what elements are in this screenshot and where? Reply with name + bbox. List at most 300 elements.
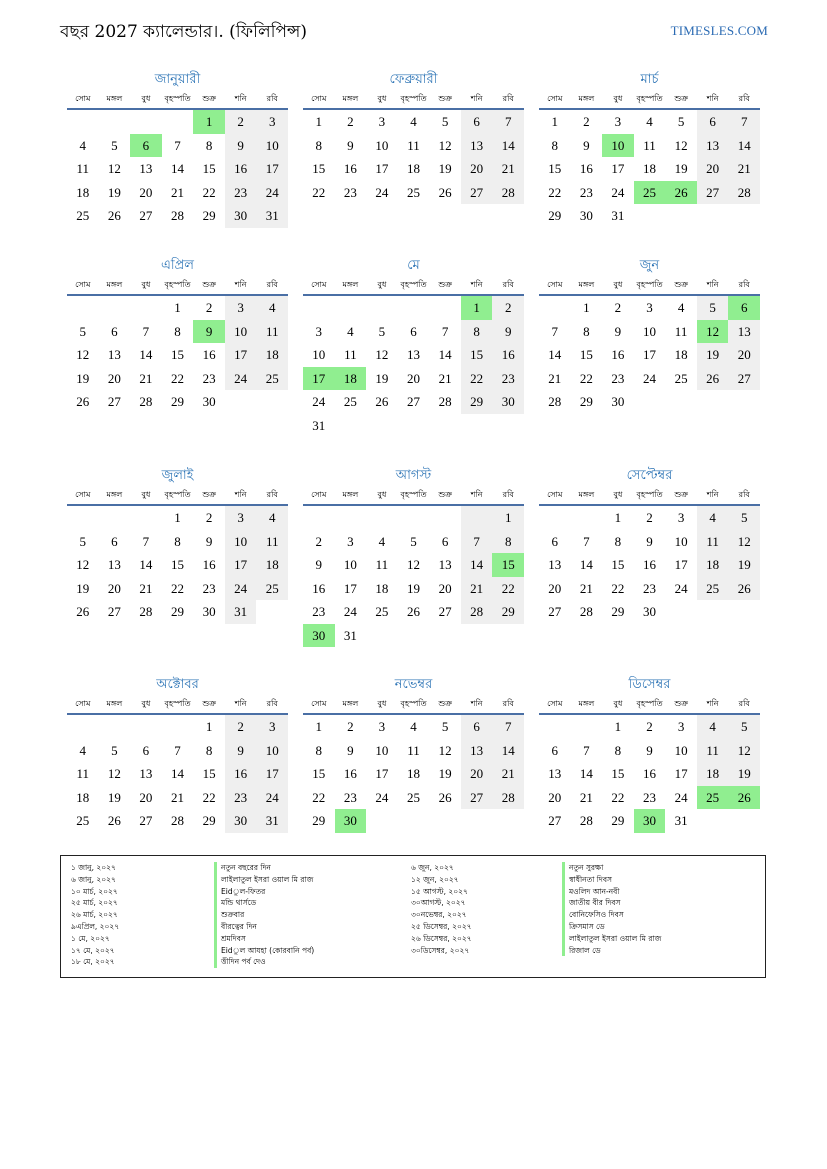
empty-cell <box>398 809 430 833</box>
empty-cell <box>366 624 398 648</box>
empty-cell <box>99 110 131 134</box>
day-grid <box>303 715 524 833</box>
day-cell: 20 <box>461 762 493 786</box>
day-cell: 6 <box>461 110 493 134</box>
day-cell: 29 <box>202 208 216 223</box>
day-cell: 7 <box>142 323 150 339</box>
empty-cell <box>697 204 729 228</box>
day-cell: 25 <box>256 367 288 391</box>
weekday-label: রবি <box>266 280 278 289</box>
day-cell: 2 <box>492 296 524 320</box>
day-cell: 5 <box>79 533 87 549</box>
day-cell: 23 <box>492 367 524 391</box>
day-cell: 31 <box>674 813 688 828</box>
day-cell: 9 <box>225 739 257 763</box>
weekday-label: সোম <box>75 699 91 708</box>
empty-cell <box>256 600 288 624</box>
day-cell: 31 <box>312 417 326 433</box>
day-cell: 1 <box>461 296 493 320</box>
day-cell: 3 <box>315 323 323 339</box>
day-cell: 16 <box>225 157 257 181</box>
day-cell: 17 <box>256 157 288 181</box>
empty-cell <box>398 624 430 648</box>
day-cell: 10 <box>642 323 656 339</box>
page-title: বছর 2027 ক্যালেন্ডার।. (ফিলিপিন্স) <box>60 22 308 42</box>
weekday-label: বুধ <box>377 699 387 708</box>
day-cell: 13 <box>461 134 493 158</box>
weekday-label: শনি <box>706 699 719 708</box>
empty-cell <box>634 204 666 228</box>
weekday-label: সোম <box>75 94 91 103</box>
day-cell: 16 <box>642 557 656 572</box>
empty-cell <box>429 414 461 438</box>
day-cell: 15 <box>579 347 593 362</box>
weekday-label: শনি <box>470 94 483 103</box>
day-cell: 27 <box>697 181 729 205</box>
day-cell: 11 <box>76 161 90 176</box>
holiday-name: বোনিফেসিও দিবস <box>562 909 661 921</box>
weekday-label: বৃহস্পতি <box>400 94 427 103</box>
day-cell: 24 <box>343 604 357 619</box>
day-grid <box>539 506 760 624</box>
day-cell: 17 <box>642 347 656 362</box>
day-cell: 22 <box>170 580 184 596</box>
day-cell: 6 <box>728 296 760 320</box>
weekday-label: মঙ্গল <box>578 699 595 708</box>
day-cell: 20 <box>107 580 121 596</box>
day-cell: 26 <box>438 184 452 200</box>
weekday-label: শনি <box>234 280 247 289</box>
day-cell: 3 <box>646 300 653 315</box>
day-cell: 9 <box>583 137 590 153</box>
day-cell: 8 <box>315 137 323 153</box>
day-cell: 3 <box>378 719 386 734</box>
day-cell: 15 <box>611 557 625 572</box>
holiday-date: ৩০আগস্ট, ২০২৭ <box>411 898 466 908</box>
day-cell: 12 <box>728 739 760 763</box>
day-cell: 5 <box>410 533 417 549</box>
day-cell: 9 <box>492 320 524 344</box>
day-cell: 28 <box>492 786 524 810</box>
day-cell: 10 <box>256 134 288 158</box>
day-cell: 6 <box>461 715 493 739</box>
day-cell: 28 <box>579 813 593 828</box>
day-cell: 21 <box>139 370 153 386</box>
weekday-label: বৃহস্পতি <box>164 94 191 103</box>
holiday-date: ১২ জুন, ২০২৭ <box>411 874 459 884</box>
day-cell: 29 <box>579 394 593 409</box>
weekday-label: মঙ্গল <box>106 94 123 103</box>
day-cell: 23 <box>343 789 357 805</box>
day-cell: 31 <box>611 208 625 223</box>
day-cell: 28 <box>492 181 524 205</box>
weekday-label: শুক্র <box>202 699 216 708</box>
day-cell: 24 <box>375 789 389 805</box>
day-cell: 29 <box>611 604 625 619</box>
day-cell: 12 <box>76 557 90 572</box>
empty-cell <box>429 296 461 320</box>
day-grid <box>539 715 760 833</box>
day-cell: 23 <box>225 786 257 810</box>
weekday-label: মঙ্গল <box>106 490 123 499</box>
day-cell: 14 <box>170 766 184 781</box>
empty-cell <box>634 390 666 414</box>
empty-cell <box>697 600 729 624</box>
day-cell: 23 <box>611 370 625 386</box>
day-cell: 24 <box>225 367 257 391</box>
weekday-label: মঙ্গল <box>342 699 359 708</box>
day-cell: 2 <box>646 719 653 734</box>
empty-cell <box>366 506 398 530</box>
weekday-label: রবি <box>738 490 750 499</box>
day-cell: 17 <box>674 766 688 781</box>
day-cell: 30 <box>642 604 656 619</box>
day-cell: 11 <box>76 766 90 781</box>
day-cell: 14 <box>548 347 562 362</box>
day-cell: 10 <box>256 739 288 763</box>
empty-cell <box>335 506 367 530</box>
holiday-name: শ্রমদিবস <box>214 933 314 945</box>
day-cell: 20 <box>728 343 760 367</box>
day-cell: 11 <box>697 530 729 554</box>
day-cell: 22 <box>312 789 326 805</box>
day-cell: 20 <box>697 157 729 181</box>
holiday-date: ৩০ডিসেম্বর, ২০২৭ <box>411 945 470 955</box>
weekday-label: শুক্র <box>438 280 452 289</box>
day-grid <box>539 296 760 414</box>
weekday-header <box>303 90 524 110</box>
day-cell: 17 <box>256 762 288 786</box>
day-cell: 26 <box>406 604 420 619</box>
day-cell: 12 <box>438 742 452 758</box>
day-cell: 25 <box>256 577 288 601</box>
weekday-label: শুক্র <box>438 94 452 103</box>
weekday-label: বৃহস্পতি <box>400 490 427 499</box>
month-calendar <box>67 466 288 624</box>
day-cell: 15 <box>202 161 216 176</box>
day-cell: 22 <box>170 370 184 386</box>
day-cell: 25 <box>697 577 729 601</box>
day-cell: 29 <box>492 600 524 624</box>
weekday-label: বৃহস্পতি <box>636 699 663 708</box>
weekday-label: শুক্র <box>674 94 688 103</box>
weekday-header <box>539 90 760 110</box>
empty-cell <box>429 624 461 648</box>
weekday-label: মঙ্গল <box>578 490 595 499</box>
day-cell: 6 <box>142 742 150 758</box>
empty-cell <box>303 296 335 320</box>
day-cell: 28 <box>438 394 452 409</box>
day-cell: 1 <box>205 719 213 734</box>
day-cell: 25 <box>406 789 420 805</box>
empty-cell <box>398 506 430 530</box>
day-cell: 9 <box>193 320 225 344</box>
day-cell: 18 <box>256 343 288 367</box>
day-cell: 15 <box>461 343 493 367</box>
holiday-date: ১ মে, ২০২৭ <box>71 933 110 943</box>
weekday-header <box>539 276 760 296</box>
day-cell: 8 <box>461 320 493 344</box>
day-cell: 14 <box>139 347 153 362</box>
day-cell: 5 <box>441 719 449 734</box>
day-cell: 4 <box>256 506 288 530</box>
day-cell: 18 <box>697 553 729 577</box>
holiday-date: ২৫ ডিসেম্বর, ২০২৭ <box>411 921 472 931</box>
day-cell: 7 <box>441 323 449 339</box>
day-cell: 12 <box>375 347 389 362</box>
holiday-dates-right <box>411 862 472 956</box>
day-cell: 13 <box>461 739 493 763</box>
day-cell: 16 <box>312 580 326 596</box>
empty-cell <box>130 296 162 320</box>
empty-cell <box>162 110 194 134</box>
day-cell: 19 <box>697 343 729 367</box>
day-cell: 15 <box>548 161 562 176</box>
day-cell: 12 <box>107 161 121 176</box>
day-cell: 5 <box>728 506 760 530</box>
site-link[interactable]: TIMESLES.COM <box>670 23 768 38</box>
empty-cell <box>398 296 430 320</box>
month-name: ডিসেম্বর <box>628 677 671 692</box>
day-cell: 13 <box>406 347 420 362</box>
holiday-name: মন্ডি থার্সডে <box>214 897 314 909</box>
weekday-label: সোম <box>547 94 563 103</box>
weekday-label: বুধ <box>377 280 387 289</box>
weekday-label: বৃহস্পতি <box>164 699 191 708</box>
day-cell: 16 <box>343 766 357 781</box>
day-cell: 27 <box>548 604 562 619</box>
holiday-name: বীরত্বের দিন <box>214 921 314 933</box>
empty-cell <box>665 600 697 624</box>
day-cell: 25 <box>634 181 666 205</box>
day-cell: 28 <box>139 604 153 619</box>
day-cell: 21 <box>170 789 184 805</box>
month-calendar <box>67 70 288 228</box>
day-cell: 23 <box>642 789 656 805</box>
weekday-header <box>67 276 288 296</box>
day-cell: 12 <box>438 137 452 153</box>
day-cell: 1 <box>174 510 181 525</box>
day-cell: 11 <box>643 137 656 153</box>
day-cell: 16 <box>202 557 216 572</box>
day-cell: 12 <box>697 320 729 344</box>
day-cell: 14 <box>492 134 524 158</box>
day-cell: 29 <box>548 208 562 223</box>
day-cell: 1 <box>551 114 559 129</box>
day-cell: 17 <box>225 343 257 367</box>
day-cell: 18 <box>697 762 729 786</box>
weekday-label: রবি <box>738 699 750 708</box>
day-cell: 8 <box>614 742 622 758</box>
empty-cell <box>366 414 398 438</box>
weekday-label: শনি <box>234 94 247 103</box>
holiday-names-right <box>562 862 661 956</box>
day-cell: 9 <box>205 533 213 549</box>
day-cell: 19 <box>107 184 121 200</box>
weekday-label: রবি <box>502 280 514 289</box>
empty-cell <box>67 715 99 739</box>
day-cell: 12 <box>728 530 760 554</box>
day-cell: 30 <box>225 809 257 833</box>
month-name: এপ্রিল <box>161 258 194 273</box>
day-cell: 31 <box>256 204 288 228</box>
weekday-label: মঙ্গল <box>578 94 595 103</box>
holiday-name: Eidুল-ফিতর <box>214 886 314 898</box>
day-cell: 2 <box>315 533 323 549</box>
day-cell: 8 <box>174 323 181 339</box>
day-cell: 6 <box>111 323 118 339</box>
weekday-label: মঙ্গল <box>342 490 359 499</box>
empty-cell <box>335 414 367 438</box>
empty-cell <box>335 296 367 320</box>
day-cell: 13 <box>728 320 760 344</box>
day-cell: 14 <box>438 347 452 362</box>
day-cell: 29 <box>170 394 184 409</box>
day-cell: 18 <box>674 347 688 362</box>
day-cell: 5 <box>111 137 118 153</box>
day-cell: 15 <box>170 347 184 362</box>
day-cell: 14 <box>492 739 524 763</box>
weekday-label: বৃহস্পতি <box>400 280 427 289</box>
weekday-label: রবি <box>502 490 514 499</box>
empty-cell <box>67 506 99 530</box>
day-cell: 11 <box>697 739 729 763</box>
day-cell: 28 <box>170 813 184 828</box>
day-cell: 18 <box>335 367 367 391</box>
day-cell: 27 <box>461 786 493 810</box>
weekday-label: শুক্র <box>674 280 688 289</box>
empty-cell <box>461 624 493 648</box>
day-cell: 6 <box>551 533 559 549</box>
day-grid <box>303 296 524 437</box>
empty-cell <box>728 204 760 228</box>
day-cell: 13 <box>107 347 121 362</box>
weekday-label: মঙ্গল <box>342 94 359 103</box>
day-cell: 5 <box>111 742 118 758</box>
day-cell: 22 <box>492 577 524 601</box>
holiday-name: ত্তীদিন পর্ব দেও <box>214 956 314 968</box>
month-calendar <box>539 466 760 624</box>
day-cell: 9 <box>347 137 354 153</box>
day-cell: 2 <box>347 114 354 129</box>
holiday-date: ১৭ মে, ২০২৭ <box>71 945 115 955</box>
day-cell: 27 <box>438 604 452 619</box>
day-cell: 27 <box>107 604 121 619</box>
weekday-label: বৃহস্পতি <box>636 280 663 289</box>
day-cell: 19 <box>728 762 760 786</box>
day-cell: 26 <box>107 208 121 223</box>
weekday-header <box>67 90 288 110</box>
day-cell: 3 <box>677 510 685 525</box>
day-cell: 21 <box>579 580 593 596</box>
day-cell: 24 <box>256 181 288 205</box>
day-cell: 13 <box>438 557 452 572</box>
weekday-label: বুধ <box>613 94 623 103</box>
day-cell: 5 <box>378 323 386 339</box>
day-cell: 12 <box>406 557 420 572</box>
day-grid <box>303 110 524 204</box>
weekday-label: সোম <box>311 280 327 289</box>
weekday-label: শুক্র <box>674 490 688 499</box>
weekday-label: সোম <box>75 490 91 499</box>
day-cell: 4 <box>256 296 288 320</box>
weekday-label: মঙ্গল <box>578 280 595 289</box>
day-cell: 22 <box>312 184 326 200</box>
holiday-names-left <box>214 862 314 968</box>
day-cell: 16 <box>202 347 216 362</box>
day-grid <box>67 715 288 833</box>
empty-cell <box>366 809 398 833</box>
empty-cell <box>697 809 729 833</box>
weekday-label: বুধ <box>141 94 151 103</box>
day-grid <box>303 506 524 647</box>
day-cell: 24 <box>674 580 688 596</box>
day-cell: 19 <box>76 370 90 386</box>
day-cell: 4 <box>347 323 354 339</box>
day-cell: 7 <box>583 742 590 758</box>
day-cell: 19 <box>76 580 90 596</box>
day-cell: 7 <box>174 137 181 153</box>
day-cell: 22 <box>579 370 593 386</box>
day-cell: 30 <box>634 809 666 833</box>
day-cell: 21 <box>492 762 524 786</box>
month-calendar <box>539 70 760 228</box>
day-cell: 19 <box>728 553 760 577</box>
empty-cell <box>99 506 131 530</box>
day-cell: 26 <box>438 789 452 805</box>
day-cell: 10 <box>312 347 326 362</box>
day-cell: 19 <box>438 766 452 781</box>
month-calendar <box>67 675 288 833</box>
day-cell: 4 <box>378 533 386 549</box>
weekday-label: বুধ <box>613 490 623 499</box>
weekday-label: বুধ <box>141 699 151 708</box>
day-cell: 12 <box>76 347 90 362</box>
empty-cell <box>539 296 571 320</box>
weekday-label: শনি <box>706 280 719 289</box>
day-cell: 6 <box>551 742 559 758</box>
day-cell: 6 <box>111 533 118 549</box>
day-grid <box>67 110 288 228</box>
day-cell: 29 <box>202 813 216 828</box>
empty-cell <box>130 506 162 530</box>
day-cell: 16 <box>492 343 524 367</box>
day-cell: 30 <box>335 809 367 833</box>
day-cell: 27 <box>548 813 562 828</box>
day-cell: 27 <box>139 208 153 223</box>
day-cell: 20 <box>107 370 121 386</box>
day-cell: 3 <box>225 296 257 320</box>
day-cell: 6 <box>410 323 417 339</box>
day-cell: 26 <box>665 181 697 205</box>
holiday-name: মওলিদ আন-নবী <box>562 886 661 898</box>
empty-cell <box>303 506 335 530</box>
empty-cell <box>398 414 430 438</box>
day-cell: 14 <box>461 553 493 577</box>
day-cell: 25 <box>406 184 420 200</box>
day-grid <box>539 110 760 228</box>
day-cell: 13 <box>697 134 729 158</box>
day-cell: 29 <box>170 604 184 619</box>
weekday-label: রবি <box>266 699 278 708</box>
weekday-label: বুধ <box>377 94 387 103</box>
day-cell: 7 <box>174 742 181 758</box>
day-cell: 22 <box>611 789 625 805</box>
day-cell: 19 <box>674 161 688 176</box>
day-cell: 5 <box>697 296 729 320</box>
day-cell: 30 <box>579 208 593 223</box>
month-calendar <box>303 675 524 833</box>
